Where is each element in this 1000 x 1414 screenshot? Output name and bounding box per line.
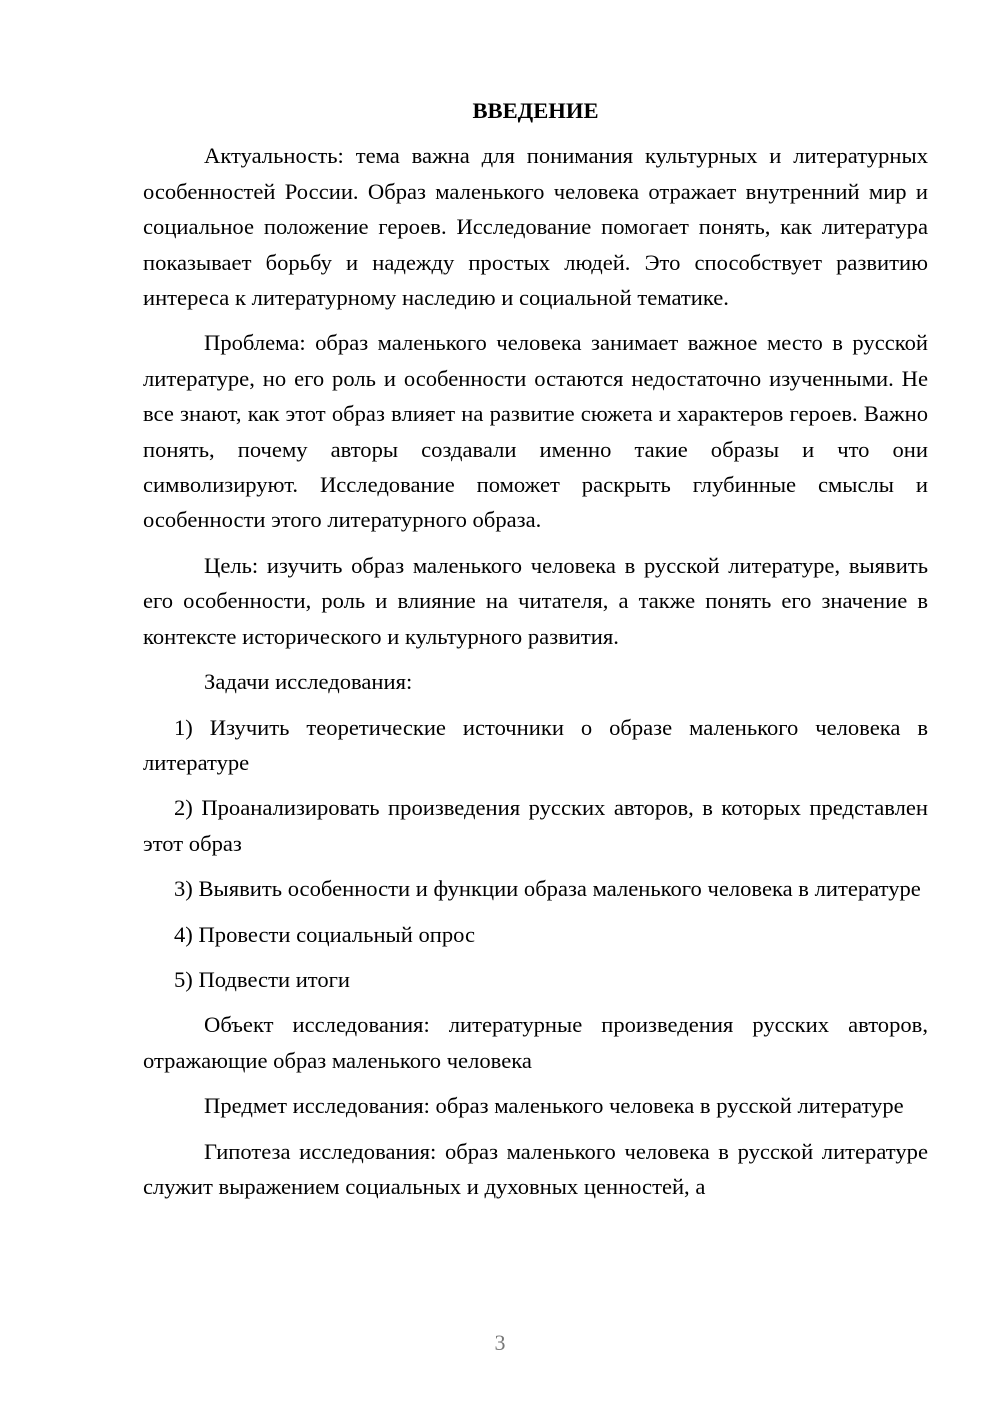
tasks-heading: Задачи исследования: — [204, 669, 413, 695]
paragraph-hypothesis: Гипотеза исследования: образ маленького человека в русской литературе служит выражением социальных и духовных ценностей, а — [143, 1138, 928, 1199]
task-item-2: 2) Проанализировать произведения русских авторов, в которых представлен этот образ — [143, 795, 928, 856]
paragraph-problem: Проблема: образ маленького человека занимает важное место в русской литературе, но его роль и особенности остаются недостаточно изученными. Не все знают, как этот образ влияет на развитие сюжета и характеров героев. Важно понять, почему авторы создавали именно такие образы и что они символизируют. Исследование поможет раскрыть глубинные смыслы и особенности этого литературного образа. — [143, 330, 928, 533]
task-item-4: 4) Провести социальный опрос — [174, 921, 476, 947]
page-content — [143, 93, 928, 1214]
page-number: 3 — [494, 1330, 506, 1355]
paragraph-relevance: Актуальность: тема важна для понимания культурных и литературных особенностей России. Образ маленького человека отражает внутренний мир и социальное положение героев. Исследование помогает понять, как литература показывает борьбу и надежду простых людей. Это способствует развитию интереса к литературному наследию и социальной тематике. — [143, 143, 928, 311]
paragraph-object: Объект исследования: литературные произведения русских авторов, отражающие образ маленького человека — [143, 1012, 928, 1073]
task-item-5: 5) Подвести итоги — [174, 966, 351, 992]
task-item-3: 3) Выявить особенности и функции образа маленького человека в литературе — [174, 876, 921, 902]
task-item-1: 1) Изучить теоретические источники о образе маленького человека в литературе — [143, 714, 928, 775]
page-title: ВВЕДЕНИЕ — [472, 98, 599, 123]
paragraph-subject: Предмет исследования: образ маленького человека в русской литературе — [204, 1093, 904, 1119]
paragraph-goal: Цель: изучить образ маленького человека в русской литературе, выявить его особенности, роль и влияние на читателя, а также понять его значение в контексте исторического и культурного развития. — [143, 552, 928, 649]
